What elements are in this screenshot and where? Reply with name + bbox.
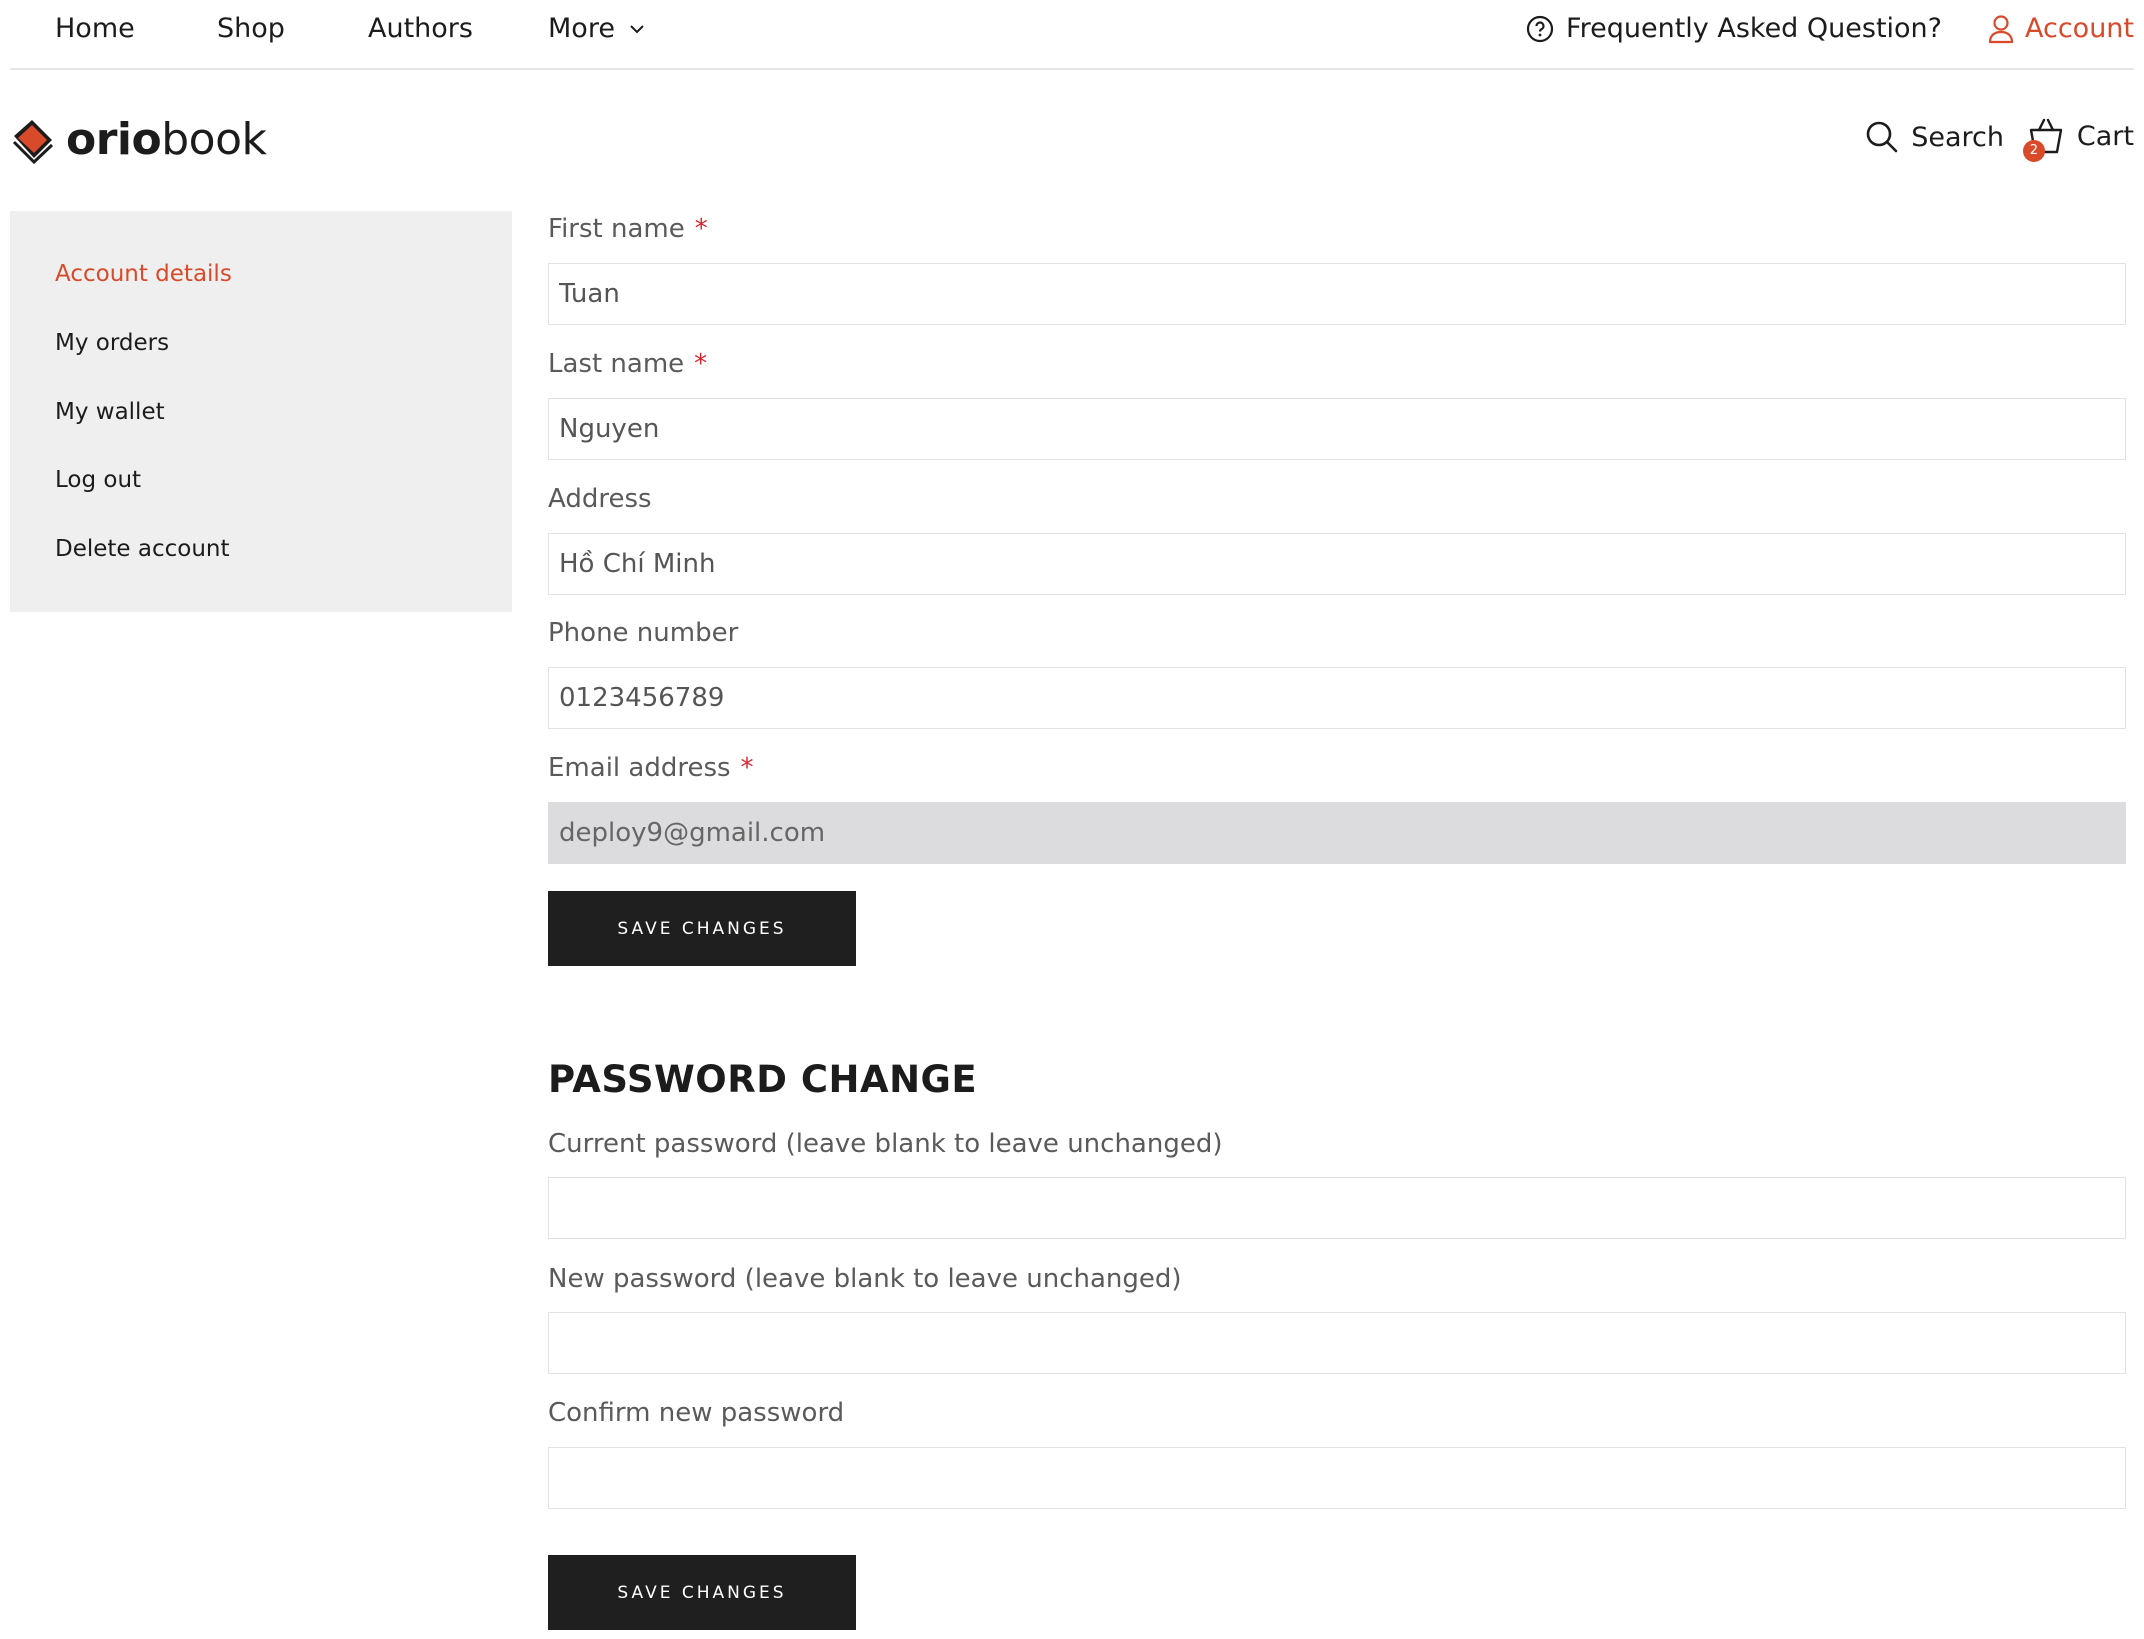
save-account-changes-button[interactable]: SAVE CHANGES (548, 891, 856, 966)
faq-link[interactable] (1526, 13, 1942, 44)
account-label: Account (2024, 13, 2134, 44)
phone-number-label: Phone number (548, 618, 739, 648)
nav-more-dropdown[interactable] (548, 13, 647, 44)
address-input[interactable] (548, 533, 2126, 595)
required-marker: * (694, 349, 708, 379)
first-name-label-text: First name (548, 214, 685, 244)
sidebar-item-my-wallet[interactable]: My wallet (55, 399, 165, 425)
sidebar-item-my-orders[interactable]: My orders (55, 330, 170, 356)
chevron-down-icon (627, 19, 647, 39)
email-address-label (548, 753, 754, 783)
required-marker: * (740, 753, 754, 783)
last-name-input[interactable] (548, 398, 2126, 460)
book-logo-icon (10, 112, 56, 166)
current-password-input[interactable] (548, 1177, 2126, 1239)
cart-label: Cart (2076, 120, 2134, 152)
question-circle-icon (1526, 15, 1554, 43)
nav-shop-link[interactable]: Shop (217, 13, 285, 44)
cart-count-badge: 2 (2023, 140, 2045, 162)
sidebar-item-delete-account[interactable]: Delete account (55, 536, 230, 562)
last-name-label-text: Last name (548, 349, 685, 379)
last-name-label (548, 349, 707, 379)
logo-light-text: book (161, 113, 267, 165)
top-navigation (10, 0, 2134, 70)
user-icon (1987, 14, 2015, 44)
first-name-input[interactable] (548, 263, 2126, 325)
required-marker: * (694, 214, 708, 244)
current-password-label: Current password (leave blank to leave unchanged) (548, 1129, 1223, 1159)
cart-button[interactable] (2027, 116, 2134, 156)
phone-number-input[interactable] (548, 667, 2126, 729)
email-label-text: Email address (548, 753, 731, 783)
search-label: Search (1911, 121, 2004, 153)
save-password-changes-button[interactable]: SAVE CHANGES (548, 1555, 856, 1630)
nav-home-link[interactable]: Home (55, 13, 135, 44)
faq-label: Frequently Asked Question? (1566, 13, 1942, 44)
first-name-label (548, 214, 708, 244)
account-sidebar (10, 211, 512, 612)
new-password-input[interactable] (548, 1312, 2126, 1374)
confirm-password-input[interactable] (548, 1447, 2126, 1509)
password-change-heading: PASSWORD CHANGE (548, 1058, 978, 1101)
address-label: Address (548, 484, 652, 514)
nav-more-label: More (548, 13, 615, 44)
logo-text (66, 114, 267, 165)
site-logo[interactable] (10, 112, 267, 166)
email-address-input (548, 802, 2126, 864)
search-button[interactable] (1865, 120, 2004, 154)
logo-bold-text: orio (66, 113, 162, 165)
nav-authors-link[interactable]: Authors (368, 13, 473, 44)
sidebar-item-log-out[interactable]: Log out (55, 467, 142, 493)
sidebar-item-account-details[interactable]: Account details (55, 261, 232, 287)
cart-icon-wrap (2027, 116, 2065, 156)
confirm-password-label: Confirm new password (548, 1398, 845, 1428)
new-password-label: New password (leave blank to leave unchanged) (548, 1264, 1182, 1294)
search-icon (1865, 120, 1899, 154)
account-link[interactable] (1987, 13, 2134, 44)
